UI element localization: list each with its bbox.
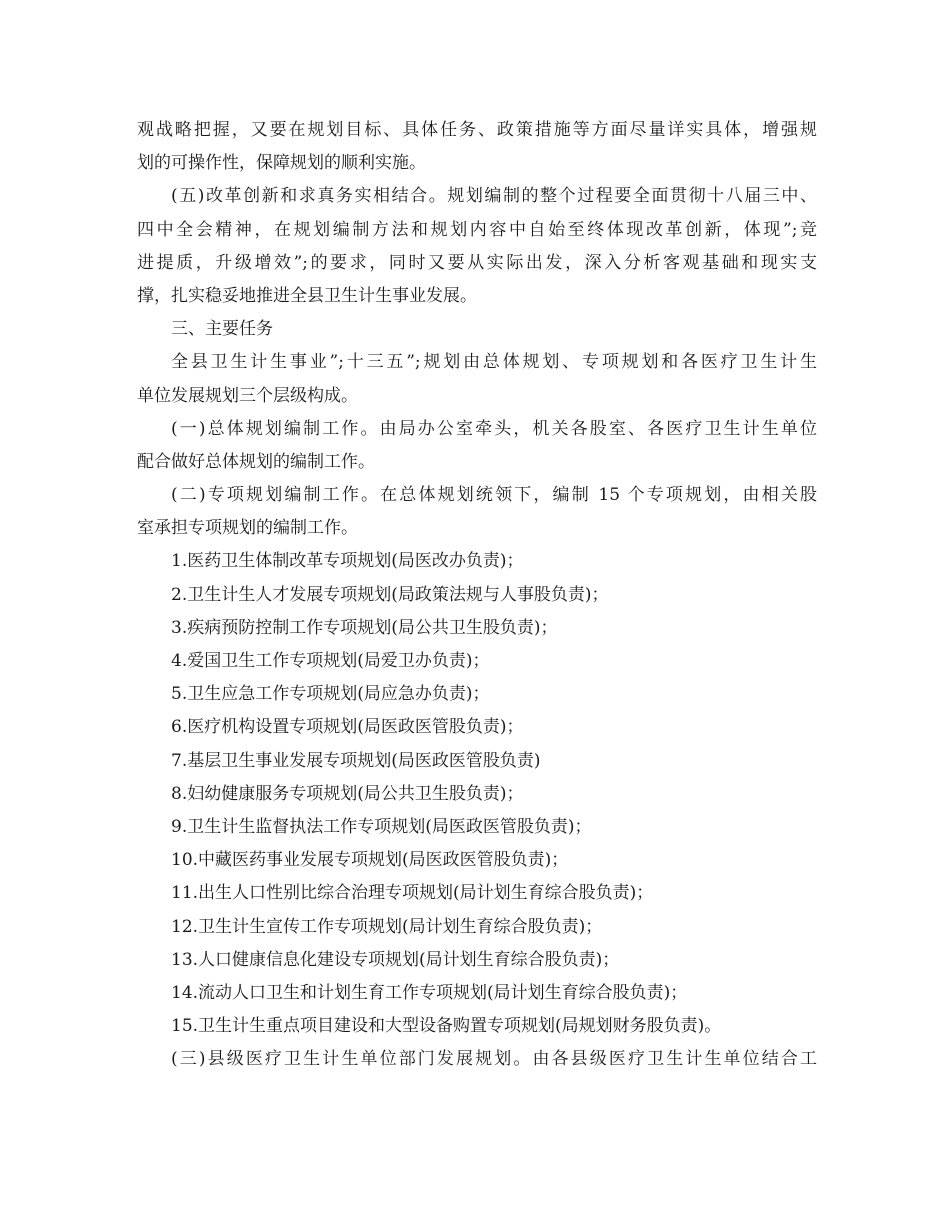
list-item: 12.卫生计生宣传工作专项规划(局计划生育综合股负责)； xyxy=(171,916,603,937)
list-item: 11.出生人口性别比综合治理专项规划(局计划生育综合股负责)； xyxy=(171,883,654,904)
paragraph-line: (五)改革创新和求真务实相结合。规划编制的整个过程要全面贯彻十八届三中、 xyxy=(171,186,817,207)
paragraph-line: 室承担专项规划的编制工作。 xyxy=(137,518,358,539)
paragraph-line: 撑，扎实稳妥地推进全县卫生计生事业发展。 xyxy=(137,285,477,306)
paragraph-line: 进提质，升级增效”;的要求，同时又要从实际出发，深入分析客观基础和现实支 xyxy=(137,252,817,273)
section-heading: 三、主要任务 xyxy=(171,319,273,340)
paragraph-line: 四中全会精神，在规划编制方法和规划内容中自始至终体现改革创新，体现”;竞 xyxy=(137,219,817,240)
list-item: 3.疾病预防控制工作专项规划(局公共卫生股负责)； xyxy=(171,617,558,638)
list-item: 2.卫生计生人才发展专项规划(局政策法规与人事股负责)； xyxy=(171,584,609,605)
document-body xyxy=(137,114,817,1076)
list-item: 9.卫生计生监督执法工作专项规划(局医政医管股负责)； xyxy=(171,816,592,837)
paragraph-line: 配合做好总体规划的编制工作。 xyxy=(137,451,375,472)
paragraph-line: 观战略把握，又要在规划目标、具体任务、政策措施等方面尽量详实具体，增强规 xyxy=(137,120,817,140)
list-item: 5.卫生应急工作专项规划(局应急办负责)； xyxy=(171,684,490,705)
list-item: 6.医疗机构设置专项规划(局医政医管股负责)； xyxy=(171,717,524,738)
list-item: 14.流动人口卫生和计划生育工作专项规划(局计划生育综合股负责)； xyxy=(171,982,688,1003)
list-item: 13.人口健康信息化建设专项规划(局计划生育综合股负责)； xyxy=(171,949,620,970)
paragraph-line: 单位发展规划三个层级构成。 xyxy=(137,385,358,406)
list-item: 1.医药卫生体制改革专项规划(局医改办负责)； xyxy=(171,551,524,572)
list-item: 8.妇幼健康服务专项规划(局公共卫生股负责)； xyxy=(171,783,524,804)
list-item: 10.中藏医药事业发展专项规划(局医政医管股负责)； xyxy=(171,850,569,871)
paragraph-line: (一)总体规划编制工作。由局办公室牵头，机关各股室、各医疗卫生计生单位 xyxy=(171,418,817,439)
paragraph-line: 全县卫生计生事业”;十三五”;规划由总体规划、专项规划和各医疗卫生计生 xyxy=(171,352,817,373)
list-item: 15.卫生计生重点项目建设和大型设备购置专项规划(局规划财务股负责)。 xyxy=(171,1016,722,1037)
list-item: 4.爱国卫生工作专项规划(局爱卫办负责)； xyxy=(171,651,490,671)
paragraph-line: (二)专项规划编制工作。在总体规划统领下，编制 15 个专项规划，由相关股 xyxy=(171,485,817,506)
paragraph-line: (三)县级医疗卫生计生单位部门发展规划。由各县级医疗卫生计生单位结合工 xyxy=(171,1049,817,1070)
paragraph-line: 划的可操作性，保障规划的顺利实施。 xyxy=(137,153,426,174)
list-item: 7.基层卫生事业发展专项规划(局医政医管股负责) xyxy=(171,750,541,771)
